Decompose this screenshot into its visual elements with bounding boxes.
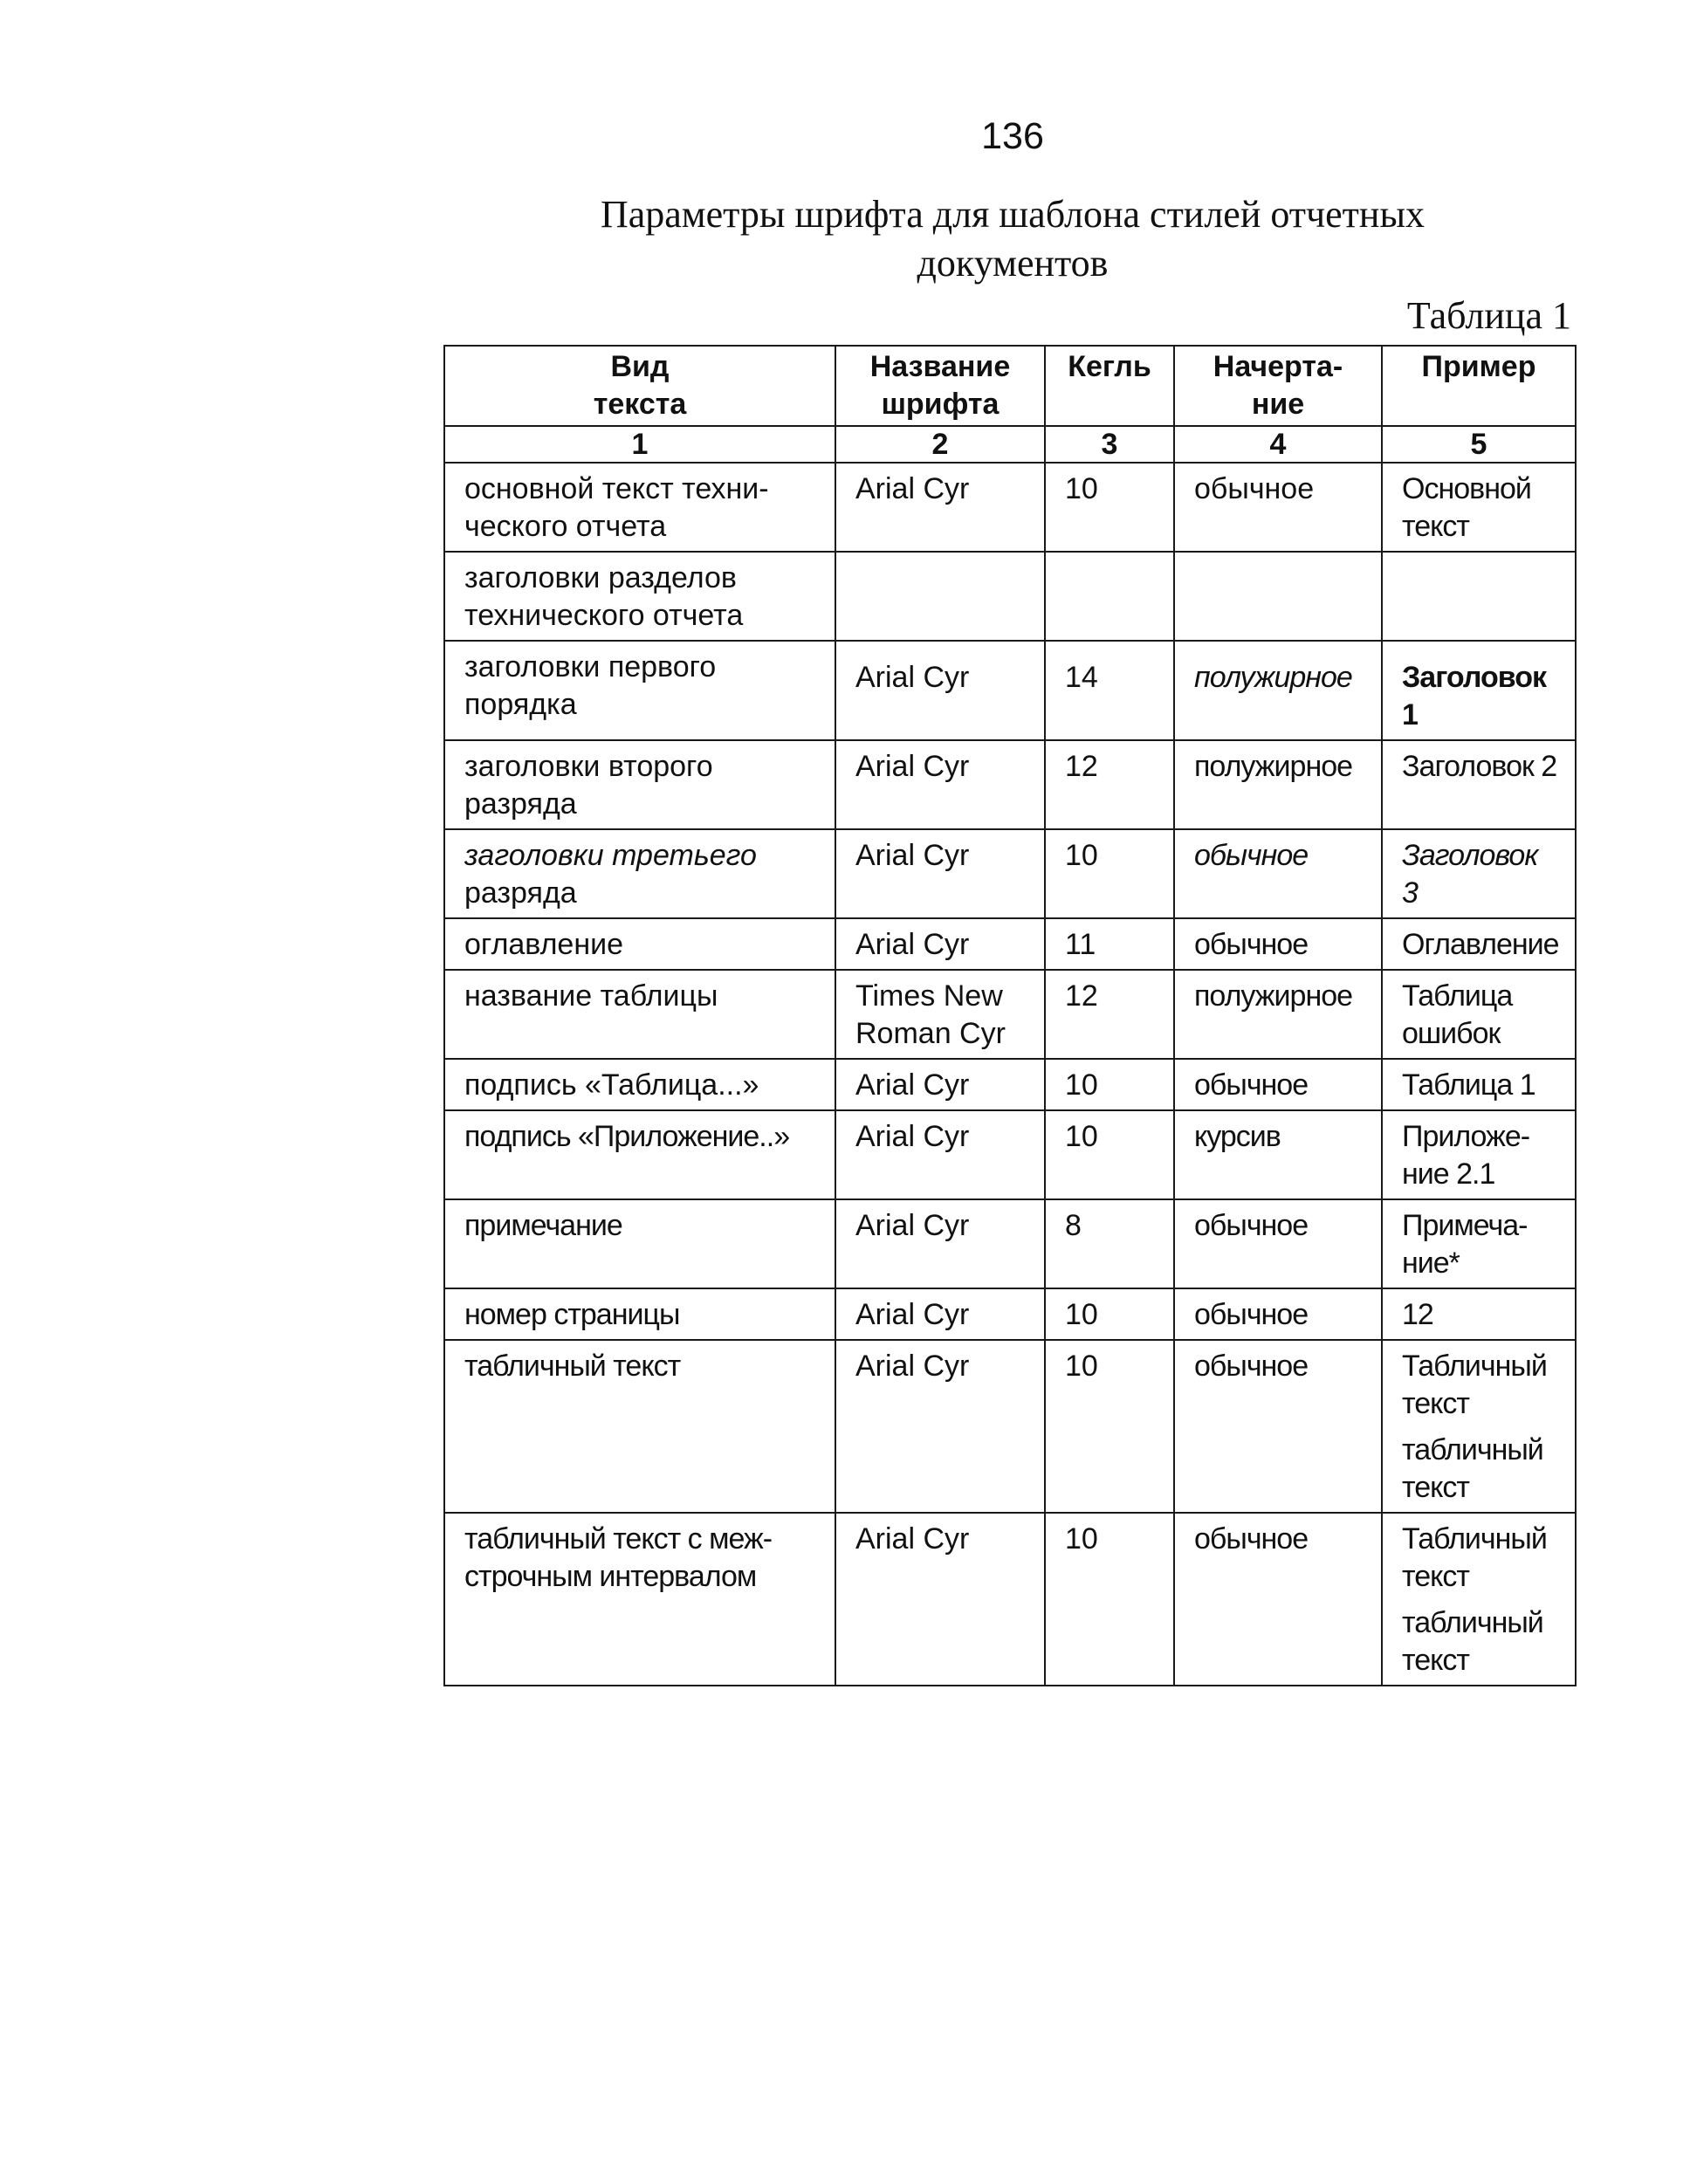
cell-kind: оглавление <box>444 918 835 970</box>
cell-style: полужирное <box>1174 970 1382 1059</box>
header-font-size: Кегль <box>1045 346 1174 426</box>
table-row <box>444 1513 1576 1686</box>
header-font-style: Начерта- ние <box>1174 346 1382 426</box>
table-row <box>444 552 1576 641</box>
cell-kind: название таблицы <box>444 970 835 1059</box>
cell-example: Табличный текст табличный текст <box>1382 1340 1576 1513</box>
cell-kind: заголовки третьего разряда <box>444 829 835 918</box>
cell-example: Примеча- ние* <box>1382 1199 1576 1288</box>
cell-style: обычное <box>1174 1340 1382 1513</box>
cell-size: 10 <box>1045 1288 1174 1340</box>
cell-style: курсив <box>1174 1110 1382 1199</box>
cell-font: Arial Cyr <box>835 829 1045 918</box>
cell-kind: подпись «Таблица...» <box>444 1059 835 1110</box>
cell-font: Times New Roman Cyr <box>835 970 1045 1059</box>
document-title <box>489 190 1536 288</box>
cell-style: полужирное <box>1174 641 1382 740</box>
table-header-row <box>444 346 1576 426</box>
table-row <box>444 641 1576 740</box>
cell-font: Arial Cyr <box>835 1110 1045 1199</box>
cell-example: Заголовок 2 <box>1382 740 1576 829</box>
header-font-name: Название шрифта <box>835 346 1045 426</box>
cell-example: Заголовок 1 <box>1382 641 1576 740</box>
table-row <box>444 1110 1576 1199</box>
cell-style: обычное <box>1174 1288 1382 1340</box>
cell-size: 11 <box>1045 918 1174 970</box>
document-title-line-2: документов <box>917 242 1109 285</box>
cell-size: 10 <box>1045 1340 1174 1513</box>
column-number: 2 <box>835 426 1045 463</box>
column-number: 3 <box>1045 426 1174 463</box>
cell-style: обычное <box>1174 1059 1382 1110</box>
cell-font: Arial Cyr <box>835 918 1045 970</box>
cell-size: 12 <box>1045 740 1174 829</box>
table-row <box>444 918 1576 970</box>
cell-kind: заголовки разделов технического отчета <box>444 552 835 641</box>
cell-kind: номер страницы <box>444 1288 835 1340</box>
table-row <box>444 1340 1576 1513</box>
table-row <box>444 1288 1576 1340</box>
cell-font: Arial Cyr <box>835 1199 1045 1288</box>
table-row <box>444 463 1576 552</box>
cell-font: Arial Cyr <box>835 463 1045 552</box>
cell-size: 12 <box>1045 970 1174 1059</box>
cell-size: 10 <box>1045 1110 1174 1199</box>
cell-font: Arial Cyr <box>835 1340 1045 1513</box>
cell-kind: заголовки первого порядка <box>444 641 835 740</box>
cell-size: 14 <box>1045 641 1174 740</box>
cell-font: Arial Cyr <box>835 740 1045 829</box>
cell-style <box>1174 552 1382 641</box>
cell-style: обычное <box>1174 1199 1382 1288</box>
cell-style: полужирное <box>1174 740 1382 829</box>
font-parameters-table <box>443 345 1577 1686</box>
cell-kind: заголовки второго разряда <box>444 740 835 829</box>
table-row <box>444 829 1576 918</box>
column-number: 5 <box>1382 426 1576 463</box>
cell-size: 10 <box>1045 829 1174 918</box>
table-row <box>444 1199 1576 1288</box>
cell-example: Таблица ошибок <box>1382 970 1576 1059</box>
cell-kind: табличный текст с меж- строчным интервалом <box>444 1513 835 1686</box>
cell-style: обычное <box>1174 463 1382 552</box>
header-text-kind: Вид текста <box>444 346 835 426</box>
table-row <box>444 740 1576 829</box>
document-title-line-1: Параметры шрифта для шаблона стилей отчетных <box>600 193 1426 236</box>
cell-example: Таблица 1 <box>1382 1059 1576 1110</box>
cell-size <box>1045 552 1174 641</box>
cell-font: Arial Cyr <box>835 641 1045 740</box>
table-caption: Таблица 1 <box>1406 294 1571 337</box>
cell-example <box>1382 552 1576 641</box>
cell-example: Оглавление <box>1382 918 1576 970</box>
cell-style: обычное <box>1174 1513 1382 1686</box>
cell-example: Приложе- ние 2.1 <box>1382 1110 1576 1199</box>
table-row <box>444 970 1576 1059</box>
cell-example: 12 <box>1382 1288 1576 1340</box>
cell-style: обычное <box>1174 829 1382 918</box>
cell-font <box>835 552 1045 641</box>
cell-example: Основной текст <box>1382 463 1576 552</box>
cell-kind: табличный текст <box>444 1340 835 1513</box>
header-example: Пример <box>1382 346 1576 426</box>
cell-size: 10 <box>1045 1059 1174 1110</box>
cell-font: Arial Cyr <box>835 1059 1045 1110</box>
cell-example: Заголовок 3 <box>1382 829 1576 918</box>
table-row <box>444 1059 1576 1110</box>
page-number: 136 <box>981 115 1044 157</box>
column-number: 1 <box>444 426 835 463</box>
column-number-row <box>444 426 1576 463</box>
cell-kind: примечание <box>444 1199 835 1288</box>
cell-style: обычное <box>1174 918 1382 970</box>
cell-size: 10 <box>1045 463 1174 552</box>
cell-example: Табличный текст табличный текст <box>1382 1513 1576 1686</box>
column-number: 4 <box>1174 426 1382 463</box>
cell-size: 8 <box>1045 1199 1174 1288</box>
cell-size: 10 <box>1045 1513 1174 1686</box>
cell-font: Arial Cyr <box>835 1288 1045 1340</box>
cell-kind: основной текст техни- ческого отчета <box>444 463 835 552</box>
cell-kind: подпись «Приложение..» <box>444 1110 835 1199</box>
cell-font: Arial Cyr <box>835 1513 1045 1686</box>
